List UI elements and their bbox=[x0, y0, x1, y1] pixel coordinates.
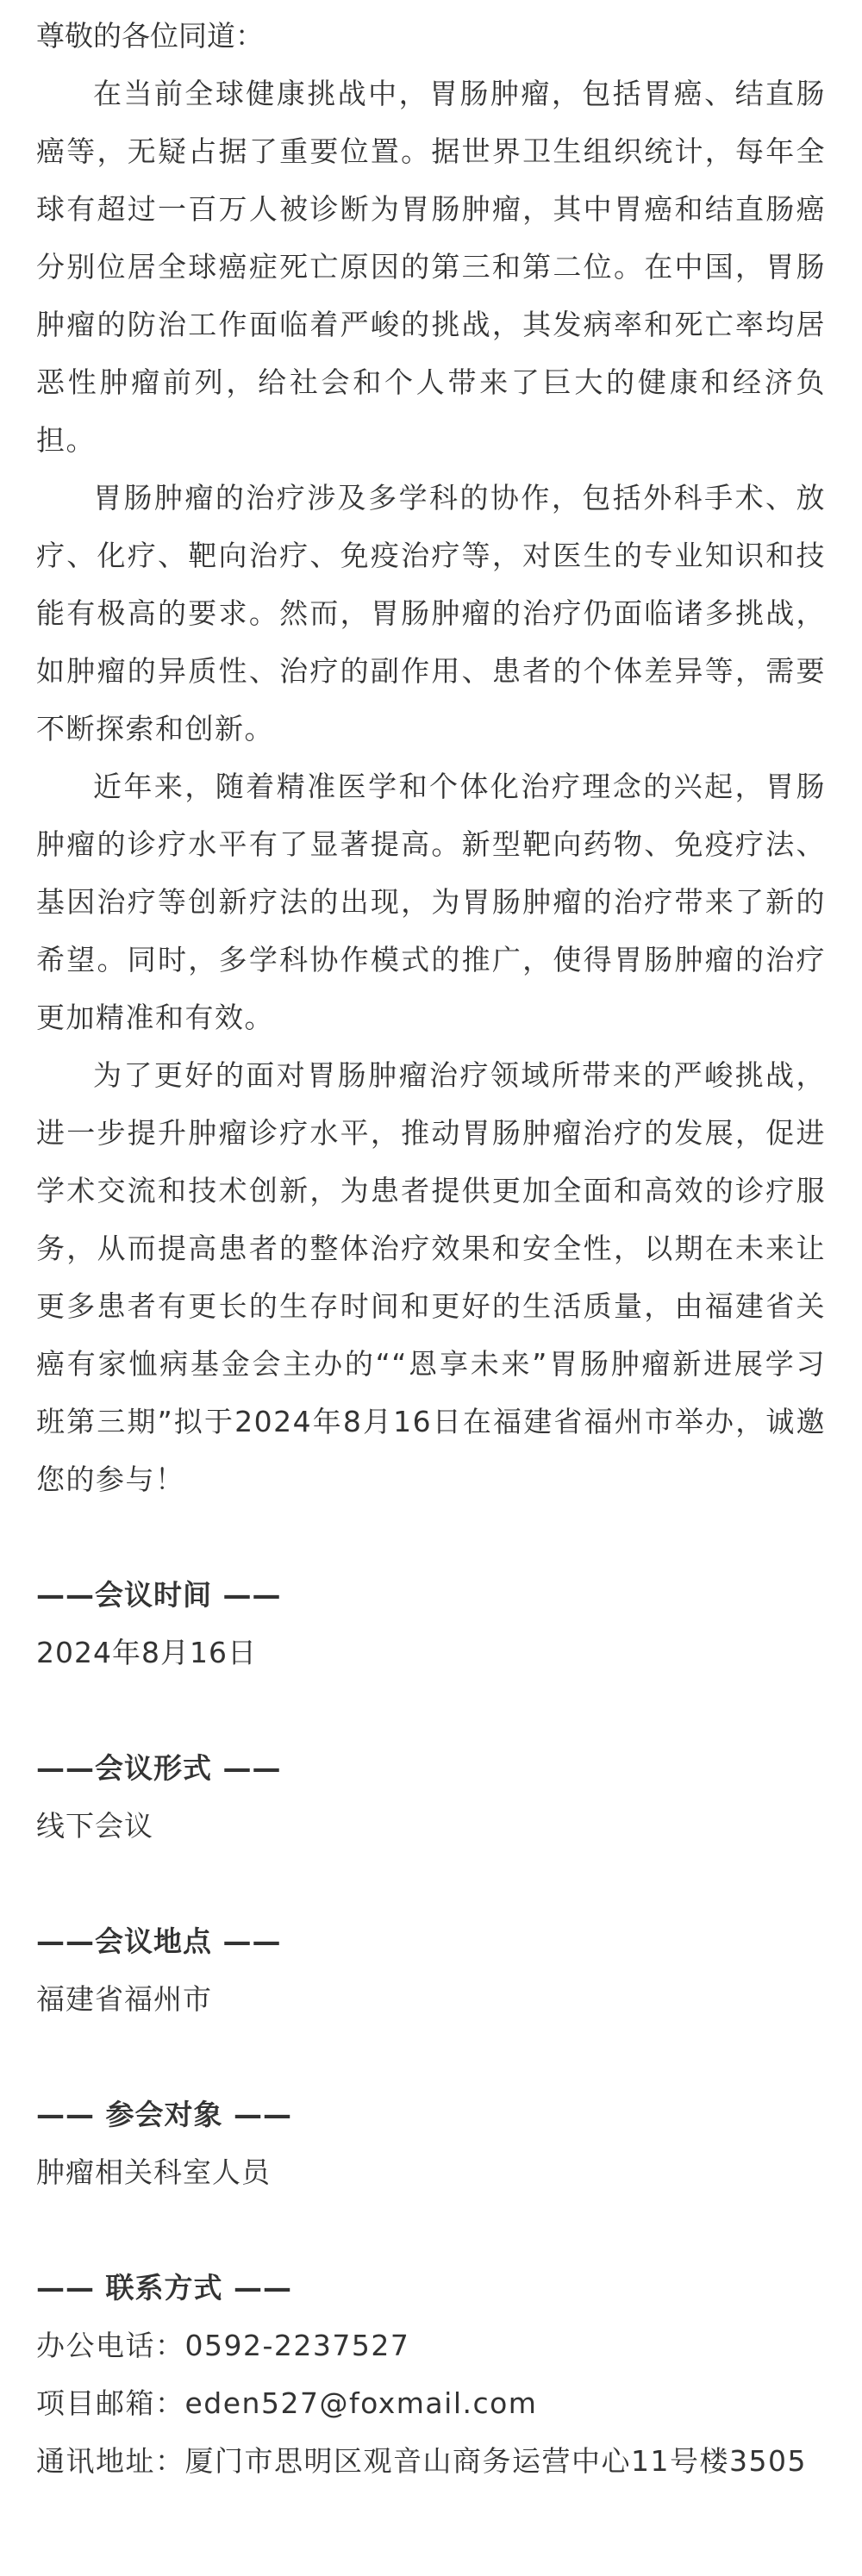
paragraph-intro: 在当前全球健康挑战中，胃肠肿瘤，包括胃癌、结直肠癌等，无疑占据了重要位置。据世界卫生组织统计，每年全球有超过一百万人被诊断为胃肠肿瘤，其中胃癌和结直肠癌分别位居全球癌症死亡原因的第三和第二位。在中国，胃肠肿瘤的防治工作面临着严峻的挑战，其发病率和死亡率均居恶性肿瘤前列，给社会和个人带来了巨大的健康和经济负担。 bbox=[36, 77, 826, 457]
paragraph-treatment: 胃肠肿瘤的治疗涉及多学科的协作，包括外科手术、放疗、化疗、靶向治疗、免疫治疗等，对医生的专业知识和技能有极高的要求。然而，胃肠肿瘤的治疗仍面临诸多挑战，如肿瘤的异质性、治疗的副作用、患者的个体差异等，需要不断探索和创新。 bbox=[36, 481, 826, 745]
section-format bbox=[36, 1739, 826, 1855]
meeting-location: 福建省福州市 bbox=[36, 1982, 212, 2016]
section-contact bbox=[36, 2259, 826, 2490]
paragraph-progress: 近年来，随着精准医学和个体化治疗理念的兴起，胃肠肿瘤的诊疗水平有了显著提高。新型靶向药物、免疫疗法、基因治疗等创新疗法的出现，为胃肠肿瘤的治疗带来了新的希望。同时，多学科协作模式的推广，使得胃肠肿瘤的治疗更加精准和有效。 bbox=[36, 770, 826, 1034]
contact-phone: 办公电话：0592-2237527 bbox=[36, 2329, 410, 2362]
paragraph-invitation: 为了更好的面对胃肠肿瘤治疗领域所带来的严峻挑战，进一步提升肿瘤诊疗水平，推动胃肠肿瘤治疗的发展，促进学术交流和技术创新，为患者提供更加全面和高效的诊疗服务，从而提高患者的整体治疗效果和安全性，以期在未来让更多患者有更长的生存时间和更好的生活质量，由福建省关癌有家恤病基金会主办的““恩享未来”胃肠肿瘤新进展学习班第三期”拟于2024年8月16日在福建省福州市举办，诚邀您的参与！ bbox=[36, 1058, 826, 1496]
salutation: 尊敬的各位同道： bbox=[36, 19, 264, 53]
section-audience bbox=[36, 2086, 826, 2201]
contact-email: 项目邮箱：eden527@foxmail.com bbox=[36, 2386, 538, 2420]
meeting-audience: 肿瘤相关科室人员 bbox=[36, 2155, 271, 2189]
section-title-format: ——会议形式 —— bbox=[36, 1751, 282, 1785]
meeting-format: 线下会议 bbox=[36, 1809, 153, 1843]
section-title-audience: —— 参会对象 —— bbox=[36, 2098, 292, 2131]
section-time bbox=[36, 1566, 826, 1681]
section-title-contact: —— 联系方式 —— bbox=[36, 2271, 292, 2305]
meeting-info bbox=[36, 1566, 826, 2490]
section-title-location: ——会议地点 —— bbox=[36, 1924, 282, 1958]
section-location bbox=[36, 1912, 826, 2028]
meeting-date: 2024年8月16日 bbox=[36, 1636, 257, 1669]
section-title-time: ——会议时间 —— bbox=[36, 1578, 282, 1612]
contact-address: 通讯地址：厦门市思明区观音山商务运营中心11号楼3505 bbox=[36, 2444, 807, 2478]
